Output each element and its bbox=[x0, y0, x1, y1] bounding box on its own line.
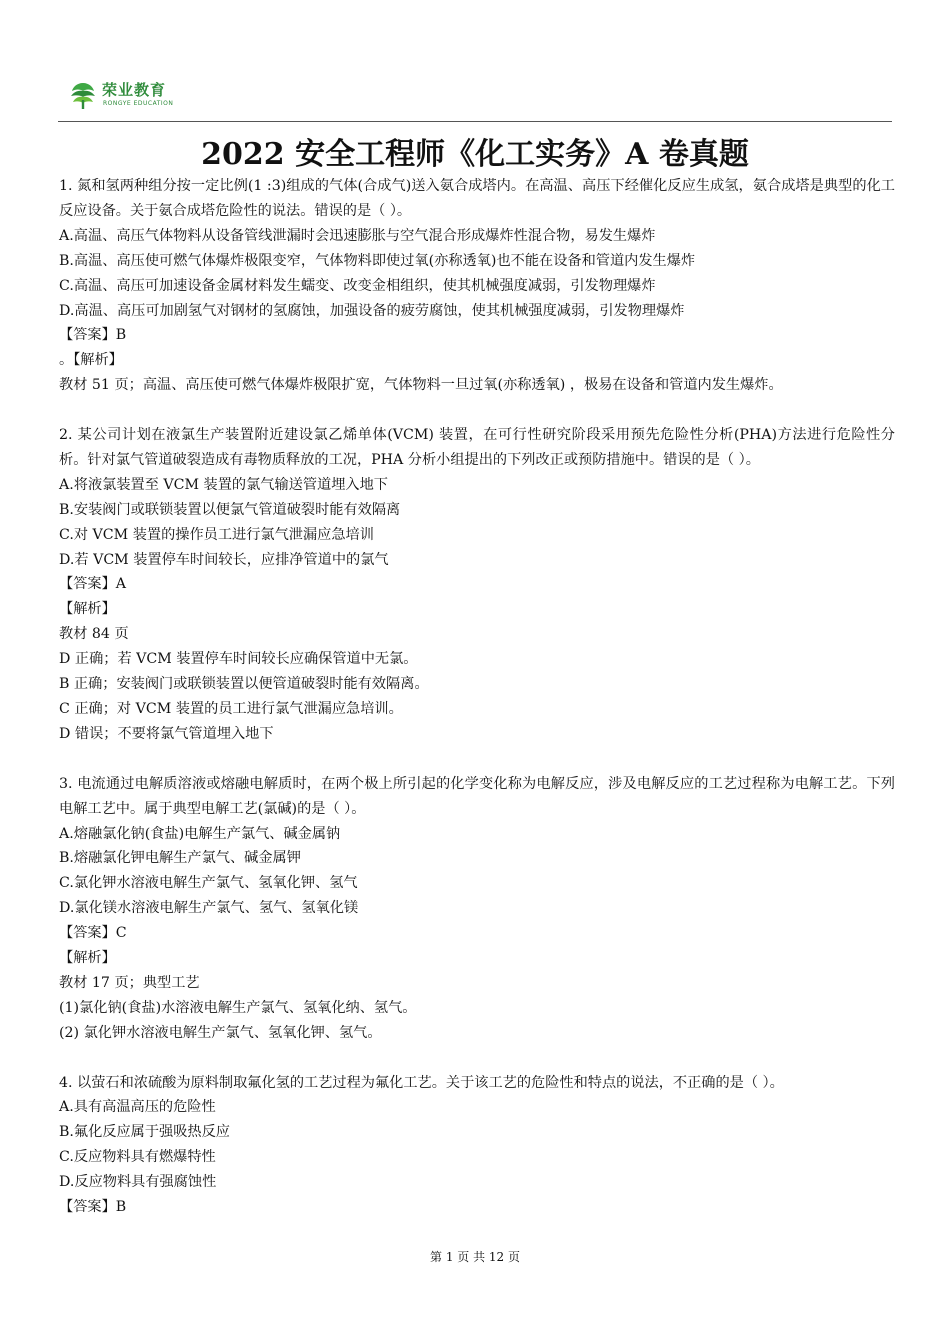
question-3-analysis-line: 教材 17 页；典型工艺 bbox=[59, 974, 200, 991]
question-2-analysis-line: B 正确；安装阀门或联锁装置以便管道破裂时能有效隔离。 bbox=[59, 676, 429, 693]
logo-text: 荣业教育 bbox=[102, 81, 167, 99]
logo-subtext: RONGYE EDUCATION bbox=[103, 100, 174, 107]
question-1-analysis-line: 教材 51 页；高温、高压使可燃气体爆炸极限扩宽，气体物料一旦过氧(亦称透氧) ，极易在设备和管道内发生爆炸。 bbox=[59, 377, 783, 394]
question-2-option-c: C.对 VCM 装置的操作员工进行氯气泄漏应急培训 bbox=[59, 526, 374, 543]
question-2-analysis-line: D 错误；不要将氯气管道埋入地下 bbox=[59, 725, 274, 742]
question-3-stem: 3. 电流通过电解质溶液或熔融电解质时，在两个极上所引起的化学变化称为电解反应，涉及电解反应的工艺过程称为电解工艺。下列电解工艺中。属于典型电解工艺(氯碱)的是（ ）。 bbox=[59, 775, 895, 817]
question-1-analysis-label: 。【解析】 bbox=[59, 352, 123, 369]
question-3-option-b: B.熔融氯化钾电解生产氯气、碱金属钾 bbox=[59, 850, 301, 867]
question-3-option-d: D.氯化镁水溶液电解生产氯气、氢气、氢氧化镁 bbox=[59, 900, 359, 917]
question-3-analysis-label: 【解析】 bbox=[59, 950, 116, 967]
question-1-option-a: A.高温、高压气体物料从设备管线泄漏时会迅速膨胀与空气混合形成爆炸性混合物，易发生爆炸 bbox=[59, 227, 656, 244]
spacer bbox=[59, 398, 895, 423]
question-2-option-a: A.将液氯装置至 VCM 装置的氯气输送管道埋入地下 bbox=[59, 476, 388, 493]
question-1-option-b: B.高温、高压使可燃气体爆炸极限变窄，气体物料即使过氧(亦称透氧)也不能在设备和管道内发生爆炸 bbox=[59, 252, 696, 269]
question-4-stem: 4. 以萤石和浓硫酸为原料制取氟化氢的工艺过程为氟化工艺。关于该工艺的危险性和特点的说法，不正确的是（ ）。 bbox=[59, 1074, 784, 1091]
question-3-option-a: A.熔融氯化钠(食盐)电解生产氯气、碱金属钠 bbox=[59, 825, 341, 842]
question-2-analysis-line: D 正确；若 VCM 装置停车时间较长应确保管道中无氯。 bbox=[59, 651, 418, 668]
header-rule bbox=[58, 121, 892, 122]
question-1-stem: 1. 氮和氢两种组分按一定比例(1 :3)组成的气体(合成气)送入氨合成塔内。在高温、高压下经催化反应生成氢，氨合成塔是典型的化工反应设备。关于氨合成塔危险性的说法。错误的是（ ）。 bbox=[59, 178, 895, 219]
logo-tree-icon bbox=[68, 80, 98, 110]
spacer bbox=[59, 1046, 895, 1071]
question-4-option-b: B.氟化反应属于强吸热反应 bbox=[59, 1124, 230, 1141]
question-3-option-c: C.氯化钾水溶液电解生产氯气、氢氧化钾、氢气 bbox=[59, 875, 358, 892]
question-4-option-a: A.具有高温高压的危险性 bbox=[59, 1099, 216, 1116]
question-2-analysis-line: C 正确；对 VCM 装置的员工进行氯气泄漏应急培训。 bbox=[59, 701, 403, 718]
question-2-analysis-label: 【解析】 bbox=[59, 601, 116, 618]
question-2-answer: 【答案】A bbox=[59, 576, 126, 593]
question-4-option-d: D.反应物料具有强腐蚀性 bbox=[59, 1174, 217, 1191]
question-1-answer: 【答案】B bbox=[59, 327, 127, 344]
question-4-answer: 【答案】B bbox=[59, 1199, 127, 1216]
question-2-option-b: B.安装阀门或联锁装置以便氯气管道破裂时能有效隔离 bbox=[59, 501, 401, 518]
question-1-option-c: C.高温、高压可加速设备金属材料发生蠕变、改变金相组织，使其机械强度减弱，引发物理爆炸 bbox=[59, 277, 656, 294]
question-1-option-d: D.高温、高压可加剧氢气对钢材的氢腐蚀，加强设备的疲劳腐蚀，使其机械强度减弱，引发物理爆炸 bbox=[59, 302, 685, 319]
page-number: 第 1 页 共 12 页 bbox=[430, 1250, 520, 1264]
question-2-analysis-line: 教材 84 页 bbox=[59, 626, 129, 643]
question-3-analysis-line: (1)氯化钠(食盐)水溶液电解生产氯气、氢氧化纳、氢气。 bbox=[59, 999, 417, 1016]
logo bbox=[68, 78, 228, 114]
question-4-option-c: C.反应物料具有燃爆特性 bbox=[59, 1149, 216, 1166]
page-header bbox=[60, 78, 892, 114]
document-body bbox=[59, 174, 895, 1220]
question-2-option-d: D.若 VCM 装置停车时间较长，应排净管道中的氯气 bbox=[59, 551, 389, 568]
question-3-answer: 【答案】C bbox=[59, 925, 127, 942]
question-3-analysis-line: (2) 氯化钾水溶液电解生产氯气、氢氧化钾、氢气。 bbox=[59, 1024, 382, 1041]
spacer bbox=[59, 747, 895, 772]
document-title: 2022 安全工程师《化工实务》A 卷真题 bbox=[201, 137, 749, 172]
question-2-stem: 2. 某公司计划在液氯生产装置附近建设氯乙烯单体(VCM) 装置，在可行性研究阶段采用预先危险性分析(PHA)方法进行危险性分析。针对氯气管道破裂造成有毒物质释放的工况，PHA 分析小组提出的下列改正或预防措施中。错误的是（ ）。 bbox=[59, 427, 895, 468]
